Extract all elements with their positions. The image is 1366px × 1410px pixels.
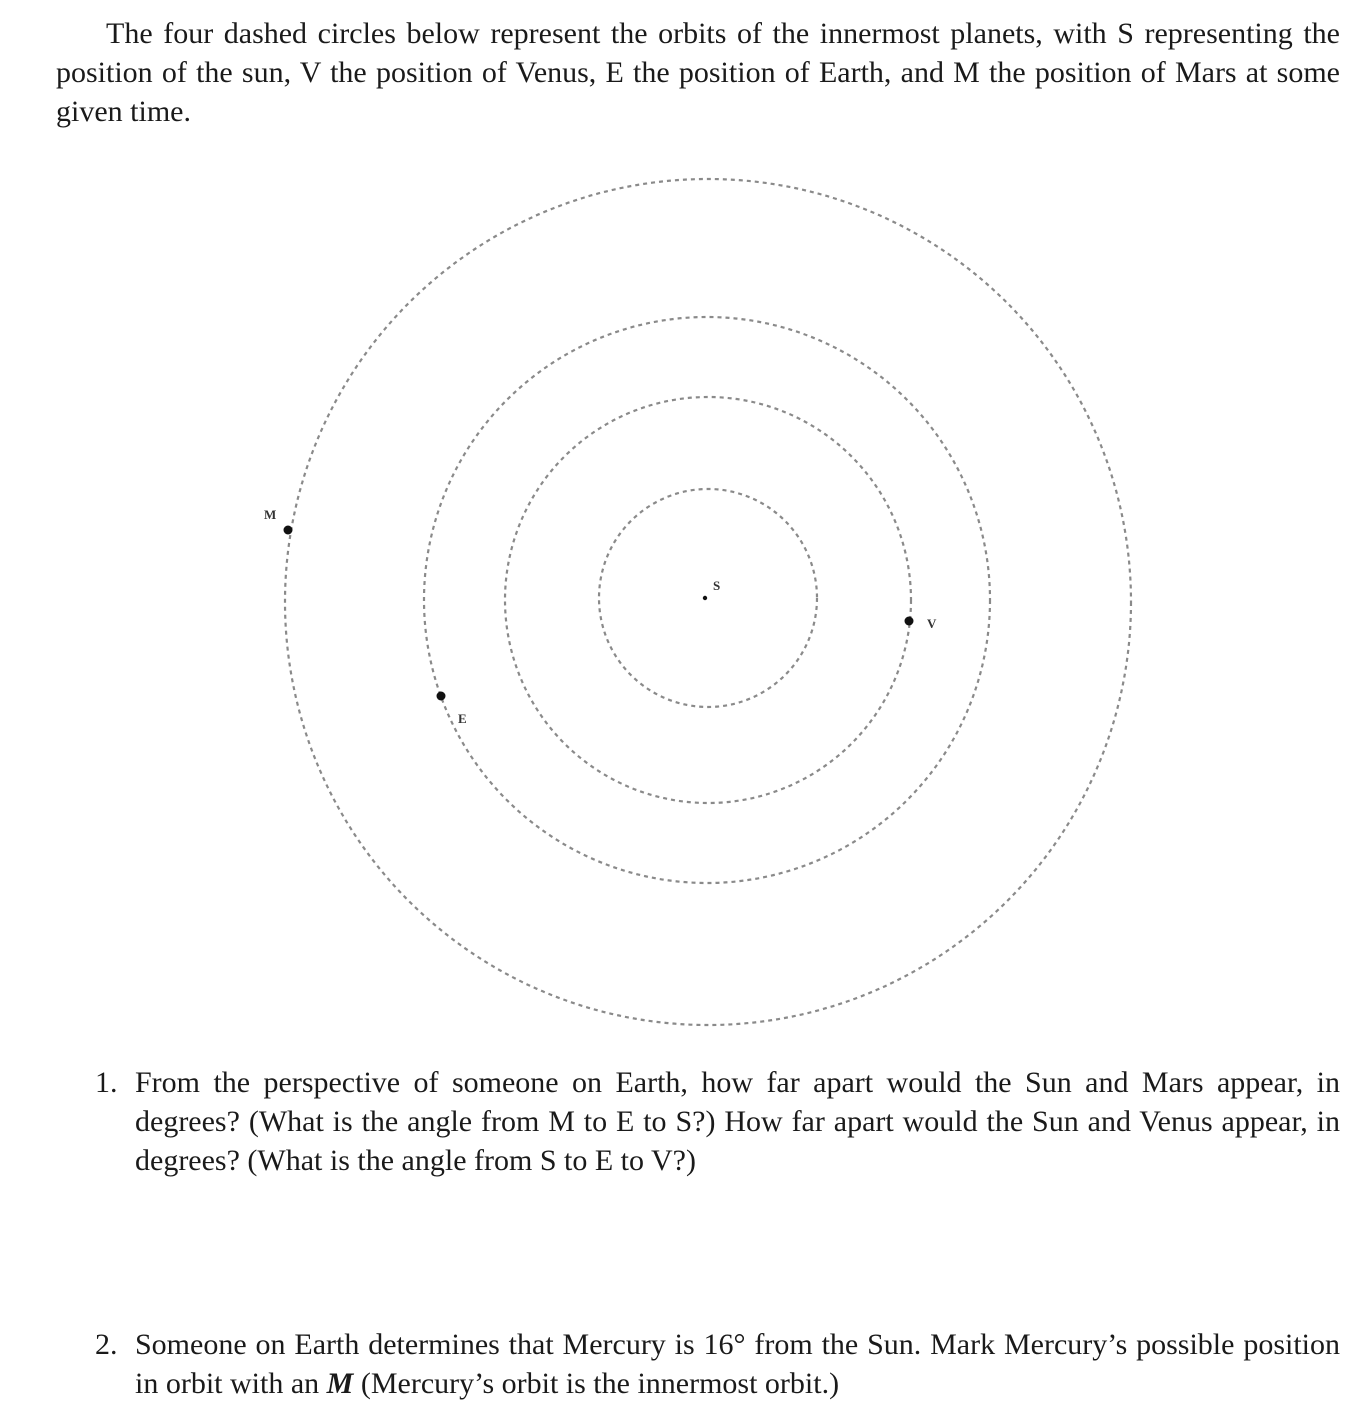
mars-orbit xyxy=(285,179,1131,1025)
question-2 xyxy=(95,1325,1340,1403)
earth-orbit xyxy=(424,317,990,883)
question-number: 1. xyxy=(95,1066,118,1099)
mercury-orbit xyxy=(599,489,817,707)
question-1 xyxy=(95,1063,1340,1180)
sun-label: S xyxy=(713,578,721,593)
mars-label: M xyxy=(264,507,277,522)
mars-point xyxy=(284,526,293,535)
question-text: From the perspective of someone on Earth, how far apart would the Sun and Mars appear, in degrees? (What is the angle from M to E to S?) How far apart would the Sun and Venus appear, in degrees? (What is the angle from S to E to V?) xyxy=(135,1066,1340,1177)
venus-point xyxy=(905,617,914,626)
sun-point xyxy=(703,596,707,600)
venus-orbit xyxy=(505,397,911,803)
earth-label: E xyxy=(458,711,467,726)
question-text-before: Someone on Earth determines that Mercury is 16° from the Sun. Mark Mercury’s possible position in orbit with an xyxy=(135,1328,1340,1400)
question-number: 2. xyxy=(95,1328,118,1361)
venus-label: V xyxy=(927,616,937,631)
question-text-after: (Mercury’s orbit is the innermost orbit.) xyxy=(353,1367,840,1400)
question-text xyxy=(135,1325,1340,1403)
mercury-symbol: M xyxy=(326,1367,354,1400)
earth-point xyxy=(437,692,446,701)
intro-paragraph: The four dashed circles below represent the orbits of the innermost planets, with S representing the position of the sun, V the position of Venus, E the position of Earth, and M the position of Mars at some given time. xyxy=(56,17,1340,128)
